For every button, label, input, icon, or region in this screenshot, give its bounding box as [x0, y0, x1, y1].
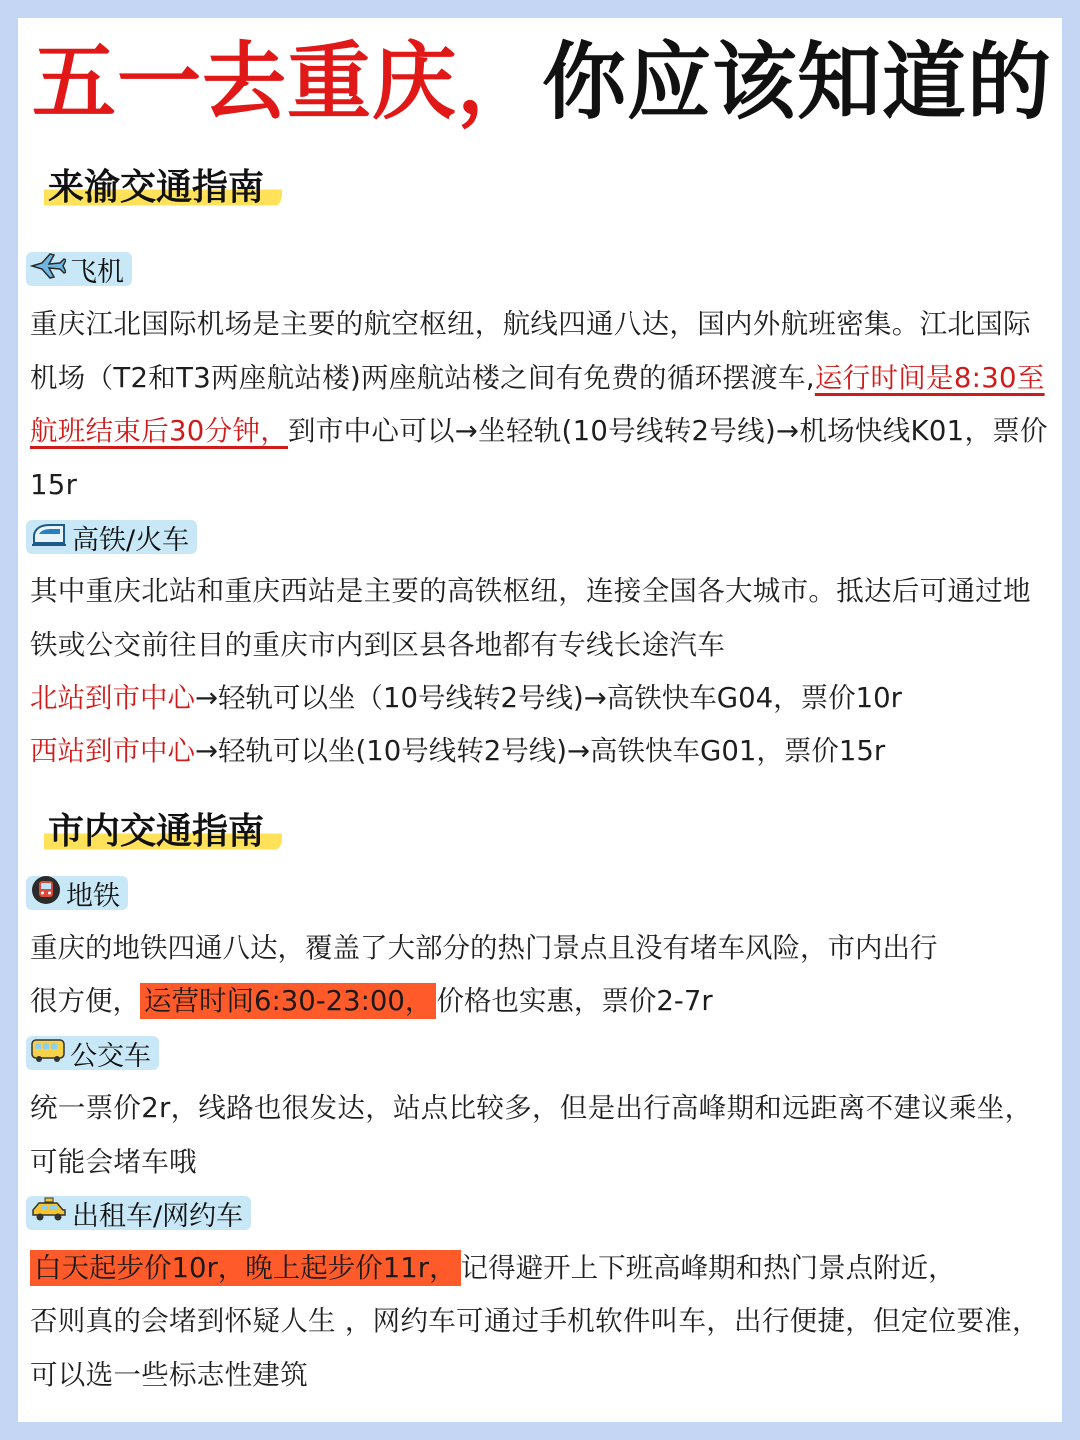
bullet-train-icon [30, 521, 68, 554]
content-card [18, 18, 1062, 1422]
tag-taxi [26, 1196, 251, 1230]
section-heading-city: 市内交通指南 [44, 810, 282, 853]
tag-bus [26, 1036, 159, 1070]
metro-line-1: 重庆的地铁四通八达，覆盖了大部分的热门景点且没有堵车风险，市内出行 [30, 932, 938, 964]
section-heading-arrival: 来渝交通指南 [44, 166, 282, 209]
plane-text-2: 到市中心可以→坐轻轨(10号线转2号线)→机场快线K01，票价15r [30, 415, 1048, 501]
north-station-label: 北站到市中心 [30, 682, 195, 714]
west-station-route: →轻轨可以坐(10号线转2号线)→高铁快车G01，票价15r [195, 735, 886, 767]
train-north-line [30, 672, 902, 726]
train-west-line [30, 725, 885, 779]
metro-line-2-post: 价格也实惠，票价2-7r [436, 985, 713, 1017]
taxi-price-highlight: 白天起步价10r，晚上起步价11r， [30, 1250, 461, 1286]
bus-icon [30, 1037, 66, 1070]
airplane-icon [30, 252, 66, 287]
train-paragraph [30, 565, 1050, 672]
taxi-line-1-rest: 记得避开上下班高峰期和热门景点附近， [460, 1252, 956, 1284]
tag-metro [26, 876, 128, 910]
north-station-route: →轻轨可以坐（10号线转2号线)→高铁快车G04，票价10r [195, 682, 902, 714]
tag-plane-label: 飞机 [70, 256, 124, 288]
taxi-line-1 [30, 1242, 956, 1296]
page-title-black: 你应该知道的 [542, 33, 1053, 131]
west-station-label: 西站到市中心 [30, 735, 195, 767]
page-title [32, 33, 1053, 131]
metro-line-2-pre: 很方便， [30, 985, 140, 1017]
metro-icon [30, 874, 62, 913]
tag-bus-label: 公交车 [70, 1040, 151, 1072]
tag-taxi-label: 出租车/网约车 [72, 1200, 244, 1232]
tag-metro-label: 地铁 [66, 880, 120, 912]
metro-line-2 [30, 975, 713, 1029]
plane-paragraph [30, 298, 1050, 512]
page-title-red: 五一去重庆， [32, 33, 543, 131]
tag-train-label: 高铁/火车 [72, 524, 190, 556]
taxi-icon [30, 1197, 68, 1230]
plane-red-text: 运行时间是8:30至航班结束后30分钟， [30, 361, 1045, 447]
tag-train [26, 520, 197, 554]
taxi-paragraph: 否则真的会堵到怀疑人生 ，网约车可通过手机软件叫车，出行便捷，但定位要准，可以选一些标志性建筑 [30, 1305, 1040, 1391]
bus-paragraph: 统一票价2r，线路也很发达，站点比较多，但是出行高峰期和远距离不建议乘坐，可能会堵车哦 [30, 1092, 1033, 1178]
metro-hours-highlight: 运营时间6:30-23:00， [140, 983, 436, 1019]
train-text: 其中重庆北站和重庆西站是主要的高铁枢纽，连接全国各大城市。抵达后可通过地铁或公交前往目的重庆市内到区县各地都有专线长途汽车 [30, 575, 1031, 661]
plane-text-1: 重庆江北国际机场是主要的航空枢纽，航线四通八达，国内外航班密集。江北国际机场（T2和T3两座航站楼)两座航站楼之间有免费的循环摆渡车, [30, 308, 1031, 394]
tag-plane [26, 252, 132, 286]
